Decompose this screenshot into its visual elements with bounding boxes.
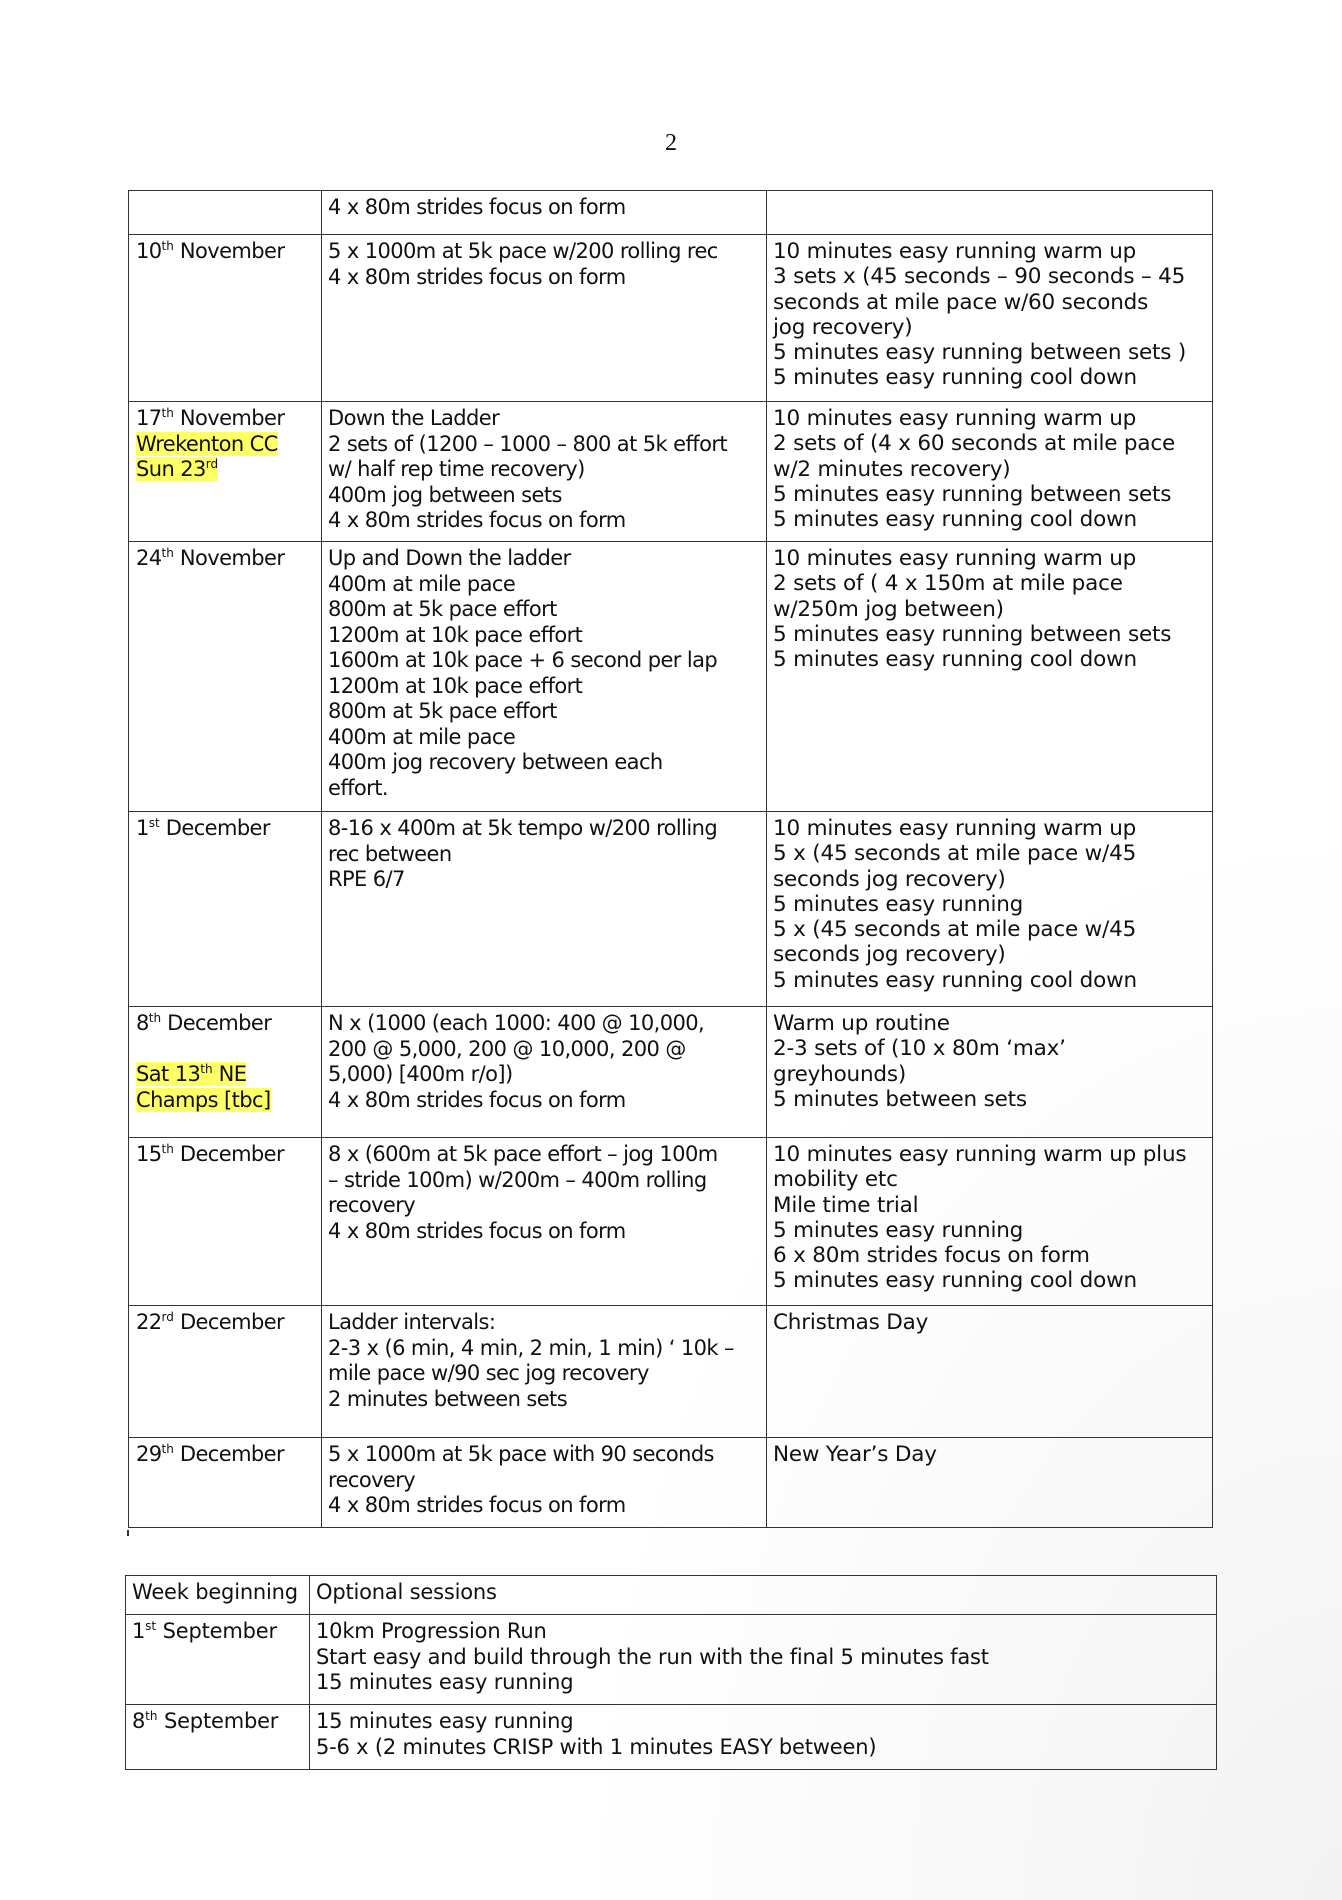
session-line: 5 x 1000m at 5k pace w/200 rolling rec xyxy=(328,239,718,263)
session-line: 10km Progression Run xyxy=(316,1619,547,1643)
session-line: 4 x 80m strides focus on form xyxy=(328,1218,626,1243)
session-line: 10 minutes easy running warm up xyxy=(773,816,1137,841)
session-line: New Year’s Day xyxy=(773,1442,937,1467)
session-line: 5 minutes easy running xyxy=(773,1217,1024,1243)
session-line: 5 minutes easy running between sets ) xyxy=(773,340,1187,366)
session-line: 5 minutes easy running cool down xyxy=(773,967,1137,993)
main-session-cell xyxy=(322,1138,767,1306)
event-highlight: Sat 13th NE xyxy=(136,1062,247,1086)
session-line: 5 minutes easy running cool down xyxy=(773,647,1137,673)
schedule-row xyxy=(129,235,1213,402)
session-line: 400m at mile pace xyxy=(328,571,516,596)
session-line: recovery xyxy=(328,1193,416,1217)
session-line: 5 x 1000m at 5k pace with 90 seconds xyxy=(328,1442,714,1466)
week-beginning-cell xyxy=(129,1438,322,1528)
session-line: recovery xyxy=(328,1467,416,1492)
second-session-cell xyxy=(767,191,1213,235)
session-line: 4 x 80m strides focus on form xyxy=(328,508,626,532)
main-session-cell xyxy=(322,402,767,542)
session-line: RPE 6/7 xyxy=(328,867,405,891)
stray-mark xyxy=(127,1530,129,1536)
session-line: 15 minutes easy running xyxy=(316,1670,574,1694)
second-session-cell xyxy=(767,1007,1213,1138)
week-beginning-cell xyxy=(129,191,322,235)
session-line: seconds jog recovery) xyxy=(773,866,1006,892)
session-line: effort. xyxy=(328,775,388,800)
week-beginning-cell xyxy=(129,402,322,542)
session-line: 5 minutes between sets xyxy=(773,1086,1027,1112)
schedule-row xyxy=(129,812,1213,1007)
header-optional-sessions: Optional sessions xyxy=(310,1576,1217,1615)
page-number: 2 xyxy=(665,130,677,156)
second-session-cell xyxy=(767,402,1213,542)
main-session-cell xyxy=(322,1007,767,1138)
session-line: 4 x 80m strides focus on form xyxy=(328,195,626,219)
session-line: 400m at mile pace xyxy=(328,724,516,749)
session-line: 2 sets of (4 x 60 seconds at mile pace xyxy=(773,431,1175,457)
week-date: 1st December xyxy=(136,816,270,840)
main-session-cell xyxy=(322,812,767,1007)
session-line: 4 x 80m strides focus on form xyxy=(328,1493,626,1517)
session-line: 5 minutes easy running cool down xyxy=(773,507,1137,533)
main-session-cell xyxy=(322,191,767,235)
week-beginning-cell: 1st September xyxy=(126,1615,310,1705)
week-beginning-cell xyxy=(129,1007,322,1138)
session-line: greyhounds) xyxy=(773,1061,907,1087)
session-line: 5 minutes easy running between sets xyxy=(773,621,1172,647)
session-line: 1600m at 10k pace + 6 second per lap xyxy=(328,648,718,672)
session-line: 2 sets of ( 4 x 150m at mile pace xyxy=(773,571,1123,597)
session-line: 2 minutes between sets xyxy=(328,1386,568,1411)
session-line: 5-6 x (2 minutes CRISP with 1 minutes EASY between) xyxy=(316,1734,877,1759)
second-session-cell xyxy=(767,1306,1213,1438)
optional-sessions-table xyxy=(125,1575,1217,1770)
session-line: 10 minutes easy running warm up xyxy=(773,406,1137,431)
event-highlight: Wrekenton CC xyxy=(136,431,278,456)
week-beginning-cell xyxy=(129,1306,322,1438)
optional-session-cell xyxy=(310,1705,1217,1770)
training-schedule-table xyxy=(128,190,1213,1528)
session-line: 8-16 x 400m at 5k tempo w/200 rolling xyxy=(328,816,718,840)
session-line: 800m at 5k pace effort xyxy=(328,699,557,723)
week-date: 17th November xyxy=(136,406,285,430)
session-line: Start easy and build through the run with the final 5 minutes fast xyxy=(316,1644,989,1669)
week-beginning-cell xyxy=(129,235,322,402)
optional-header-row xyxy=(126,1576,1217,1615)
session-line: seconds jog recovery) xyxy=(773,942,1006,968)
session-line: Christmas Day xyxy=(773,1310,929,1335)
session-line: Up and Down the ladder xyxy=(328,546,571,570)
session-line: 4 x 80m strides focus on form xyxy=(328,264,626,289)
schedule-row xyxy=(129,1007,1213,1138)
session-line: 400m jog recovery between each xyxy=(328,750,663,774)
session-line: 5 x (45 seconds at mile pace w/45 xyxy=(773,917,1137,943)
session-line: Down the Ladder xyxy=(328,406,500,430)
schedule-row xyxy=(129,1438,1213,1528)
session-line: rec between xyxy=(328,841,452,866)
session-line: – stride 100m) w/200m – 400m rolling xyxy=(328,1167,707,1192)
session-line: 1200m at 10k pace effort xyxy=(328,622,583,647)
session-line: mile pace w/90 sec jog recovery xyxy=(328,1361,649,1385)
week-date: 8th December xyxy=(136,1011,272,1035)
week-beginning-cell xyxy=(129,542,322,812)
session-line: 800m at 5k pace effort xyxy=(328,597,557,621)
main-session-cell xyxy=(322,1438,767,1528)
week-date: 15th December xyxy=(136,1142,285,1166)
session-line: 1200m at 10k pace effort xyxy=(328,673,583,698)
schedule-row xyxy=(129,1306,1213,1438)
session-line: Mile time trial xyxy=(773,1192,919,1218)
schedule-row xyxy=(129,1138,1213,1306)
session-line: N x (1000 (each 1000: 400 @ 10,000, xyxy=(328,1011,705,1035)
main-session-cell xyxy=(322,542,767,812)
session-line: 5 x (45 seconds at mile pace w/45 xyxy=(773,841,1137,867)
session-line: 3 sets x (45 seconds – 90 seconds – 45 xyxy=(773,264,1186,290)
header-week-beginning: Week beginning xyxy=(126,1576,310,1615)
session-line: 5,000) [400m r/o]) xyxy=(328,1062,513,1086)
second-session-cell xyxy=(767,235,1213,402)
session-line: 5 minutes easy running cool down xyxy=(773,1268,1137,1294)
second-session-cell xyxy=(767,542,1213,812)
session-line: 200 @ 5,000, 200 @ 10,000, 200 @ xyxy=(328,1036,686,1061)
session-line: 15 minutes easy running xyxy=(316,1709,574,1733)
session-line: 10 minutes easy running warm up xyxy=(773,239,1137,264)
second-session-cell xyxy=(767,812,1213,1007)
session-line: mobility etc xyxy=(773,1167,898,1193)
optional-session-cell xyxy=(310,1615,1217,1705)
session-line: 2 sets of (1200 – 1000 – 800 at 5k effort xyxy=(328,431,727,456)
week-date: 10th November xyxy=(136,239,285,263)
week-date: 22rd December xyxy=(136,1310,285,1334)
session-line: w/ half rep time recovery) xyxy=(328,457,585,481)
event-highlight: Champs [tbc] xyxy=(136,1087,271,1112)
session-line: 2-3 sets of (10 x 80m ‘max’ xyxy=(773,1036,1066,1062)
session-line: 5 minutes easy running xyxy=(773,891,1024,917)
session-line: seconds at mile pace w/60 seconds xyxy=(773,289,1149,315)
session-line: w/250m jog between) xyxy=(773,596,1004,622)
session-line: Warm up routine xyxy=(773,1011,950,1036)
session-line: 400m jog between sets xyxy=(328,482,562,507)
session-line: 4 x 80m strides focus on form xyxy=(328,1087,626,1112)
schedule-row xyxy=(129,191,1213,235)
week-beginning-cell xyxy=(129,812,322,1007)
session-line: w/2 minutes recovery) xyxy=(773,456,1011,482)
week-beginning-cell xyxy=(129,1138,322,1306)
session-line: 5 minutes easy running cool down xyxy=(773,365,1137,391)
main-session-cell xyxy=(322,235,767,402)
main-session-cell xyxy=(322,1306,767,1438)
session-line: 10 minutes easy running warm up xyxy=(773,546,1137,571)
session-line: 2-3 x (6 min, 4 min, 2 min, 1 min) ‘ 10k – xyxy=(328,1335,734,1360)
second-session-cell xyxy=(767,1438,1213,1528)
session-line: jog recovery) xyxy=(773,314,913,340)
second-session-cell xyxy=(767,1138,1213,1306)
session-line: 5 minutes easy running between sets xyxy=(773,481,1172,507)
optional-row xyxy=(126,1615,1217,1705)
event-highlight: Sun 23rd xyxy=(136,457,219,481)
week-date: 24th November xyxy=(136,546,285,570)
schedule-row xyxy=(129,402,1213,542)
week-beginning-cell: 8th September xyxy=(126,1705,310,1770)
session-line: Ladder intervals: xyxy=(328,1310,496,1334)
session-line: 8 x (600m at 5k pace effort – jog 100m xyxy=(328,1142,718,1166)
schedule-row xyxy=(129,542,1213,812)
session-line: 6 x 80m strides focus on form xyxy=(773,1243,1090,1269)
week-date: 29th December xyxy=(136,1442,285,1466)
session-line: 10 minutes easy running warm up plus xyxy=(773,1142,1187,1167)
optional-row xyxy=(126,1705,1217,1770)
